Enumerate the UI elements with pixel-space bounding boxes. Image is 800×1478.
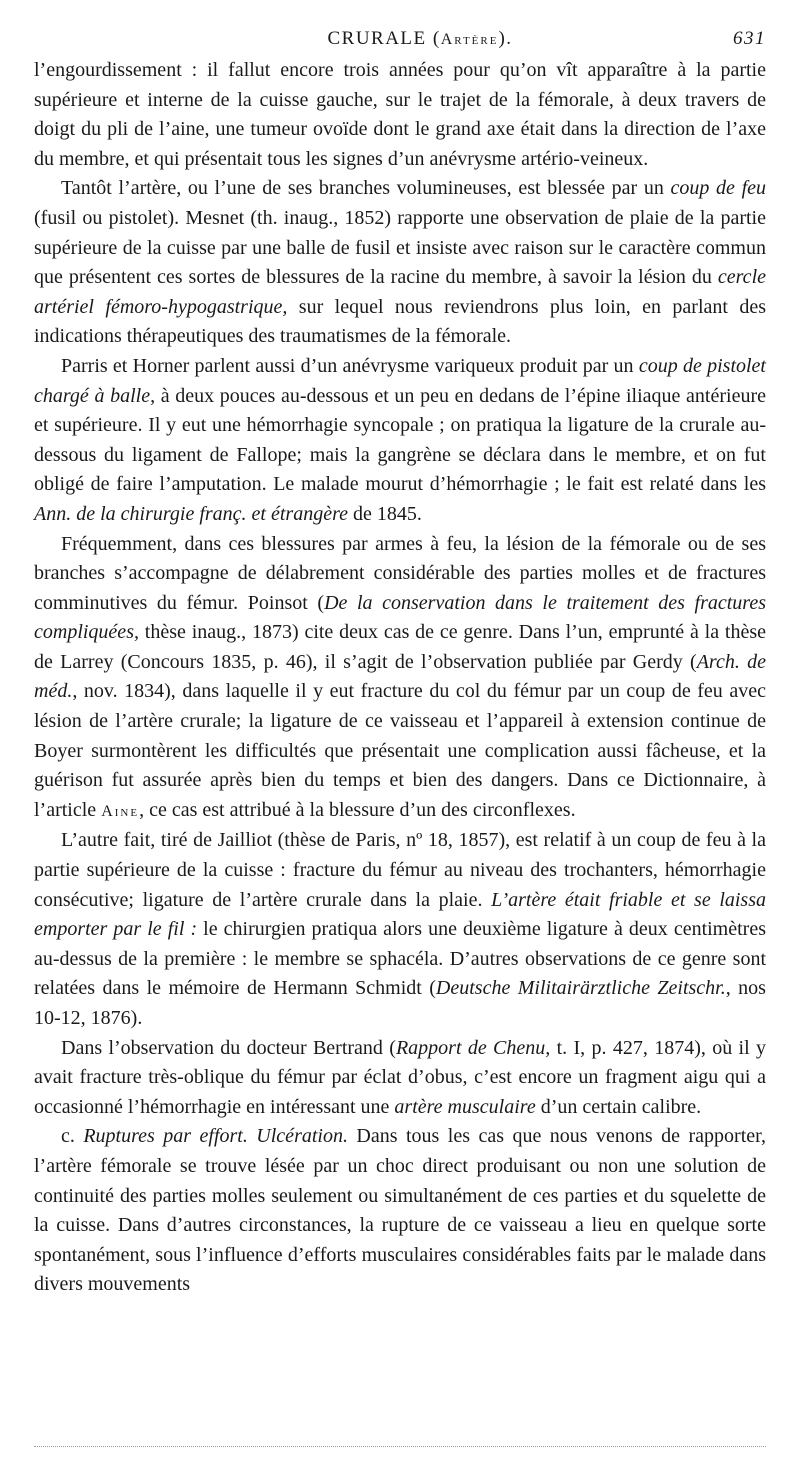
paragraph-3-italic-2: Ann. de la chirurgie franç. et étrangère: [34, 502, 349, 525]
paragraph-7-text-1: c.: [61, 1125, 84, 1148]
page-bottom-rule: [34, 1446, 766, 1447]
paragraph-4: [34, 530, 766, 827]
paragraph-2-text-3: sur lequel nous reviendrons plus loin, en parlant des indications thérapeutiques des traumatismes de la fémorale.: [34, 295, 766, 348]
paragraph-4-italic-1: De la conservation dans le traitement des fractures compliquées,: [34, 591, 767, 644]
paragraph-6-text-1: Dans l’observation du docteur Bertrand (: [61, 1036, 396, 1059]
paragraph-2-text-2: (fusil ou pistolet). Mesnet (th. inaug., 1852) rapporte une observation de plaie de la partie supérieure de la cuisse par une balle de fusil et insiste avec raison sur le caractère commun que présentent ces sortes de blessures de la racine du membre, à savoir la lésion du: [34, 206, 766, 289]
paragraph-4-text-3: , nov. 1834), dans laquelle il y eut fracture du col du fémur par un coup de feu avec lésion de l’artère crurale; la ligature de ce vaisseau et l’appareil à extension continue de Boyer surmontèrent les difficultés que présentait une complication aussi fâcheuse, et la guérison fut assurée après bien du temps et bien des dangers. Dans ce Dictionnaire, à l’article: [34, 680, 766, 821]
paragraph-7-italic-1: Ruptures par effort. Ulcération.: [83, 1125, 348, 1148]
paragraph-4-text-2: thèse inaug., 1873) cite deux cas de ce genre. Dans l’un, emprunté à la thèse de Larrey (Concours 1835, p. 46), il s’agit de l’observation publiée par Gerdy (: [34, 621, 766, 673]
paragraph-4-italic-2: Arch. de méd.: [34, 650, 766, 703]
paragraph-1: [34, 56, 766, 174]
book-page: [34, 26, 766, 1300]
paragraph-7: [34, 1122, 766, 1300]
paragraph-2-text-1: Tantôt l’artère, ou l’une de ses branches volumineuses, est blessée par un: [61, 177, 671, 200]
paragraph-6-italic-1: Rapport de Chenu,: [395, 1036, 551, 1059]
paragraph-6: [34, 1034, 766, 1123]
running-head-title-main: CRURALE (: [327, 28, 441, 49]
paragraph-2-italic-1: coup de feu: [670, 177, 766, 200]
running-head-title: [34, 28, 766, 50]
paragraph-5: [34, 826, 766, 1033]
running-head-title-smallcaps: Artère: [440, 31, 499, 48]
paragraph-4-text-1: Fréquemment, dans ces blessures par armes à feu, la lésion de la fémorale ou de ses branches s’accompagne de délabrement considérable des parties molles et de fractures comminutives du fémur. Poinsot (: [34, 532, 766, 614]
paragraph-5-text-2: le chirurgien pratiqua alors une deuxième ligature à deux centimètres au-dessus de la première : le membre se sphacéla. D’autres observations de ce genre sont relatées dans le mémoire de Hermann Schmidt (: [34, 918, 766, 1000]
running-head: [34, 26, 766, 56]
paragraph-4-text-4: , ce cas est attribué à la blessure d’un des circonflexes.: [139, 798, 576, 821]
paragraph-2-italic-2: cercle artériel fémoro-hypogastrique,: [34, 266, 766, 318]
paragraph-3-italic-1: coup de pistolet chargé à balle,: [34, 354, 766, 407]
paragraph-3-text-2: à deux pouces au-dessous et un peu en dedans de l’épine iliaque antérieure et supérieure. Il y eut une hémorrhagie syncopale ; on pratiqua la ligature de la crurale au-dessous du ligament de Fallope; mais la gangrène se déclara dans le membre, et on fut obligé de faire l’amputation. Le malade mourut d’hémorrhagie ; le fait est relaté dans les: [34, 384, 766, 496]
paragraph-6-italic-2: artère musculaire: [394, 1095, 536, 1118]
body-text: [34, 56, 766, 1300]
paragraph-3: [34, 352, 766, 530]
paragraph-7-text-2: Dans tous les cas que nous venons de rapporter, l’artère fémorale se trouve lésée par un choc direct produisant ou non une solution de continuité des parties molles seulement ou simultanément de ces parties et du squelette de la cuisse. Dans d’autres circonstances, la rupture de ce vaisseau a lieu en quelque sorte spontanément, sous l’influence d’efforts musculaires considérables faits par le malade dans divers mouvements: [34, 1125, 766, 1296]
paragraph-5-italic-1: L’artère était friable et se laissa emporter par le fil :: [34, 888, 766, 941]
page-number: 631: [733, 28, 766, 49]
paragraph-1-text: l’engourdissement : il fallut encore trois années pour qu’on vît apparaître à la partie supérieure et interne de la cuisse gauche, sur le trajet de la fémorale, à deux travers de doigt du pli de l’aine, une tumeur ovoïde dont le grand axe était dans la direction de l’axe du membre, et qui présentait tous les signes d’un anévrysme artério-veineux.: [34, 59, 766, 170]
paragraph-5-text-3: , nos 10-12, 1876).: [34, 977, 766, 1029]
running-head-title-end: ).: [498, 28, 513, 49]
paragraph-5-italic-2: Deutsche Militairärztliche Zeitschr.: [435, 977, 726, 1000]
paragraph-6-text-2: t. I, p. 427, 1874), où il y avait fracture très-oblique du fémur par éclat d’obus, c’est encore un fragment aigu qui a occasionné l’hémorrhagie en intéressant une: [34, 1036, 766, 1118]
paragraph-3-text-1: Parris et Horner parlent aussi d’un anévrysme variqueux produit par un: [61, 354, 639, 377]
paragraph-6-text-3: d’un certain calibre.: [535, 1095, 702, 1118]
paragraph-4-smallcaps-1: Aine: [101, 802, 140, 820]
paragraph-5-text-1: L’autre fait, tiré de Jailliot (thèse de Paris, nº 18, 1857), est relatif à un coup de feu à la partie supérieure de la cuisse : fracture du fémur au niveau des trochanters, hémorrhagie consécutive; ligature de l’artère crurale dans la plaie.: [34, 829, 766, 911]
paragraph-3-text-3: de 1845.: [348, 502, 422, 525]
paragraph-2: [34, 174, 766, 352]
